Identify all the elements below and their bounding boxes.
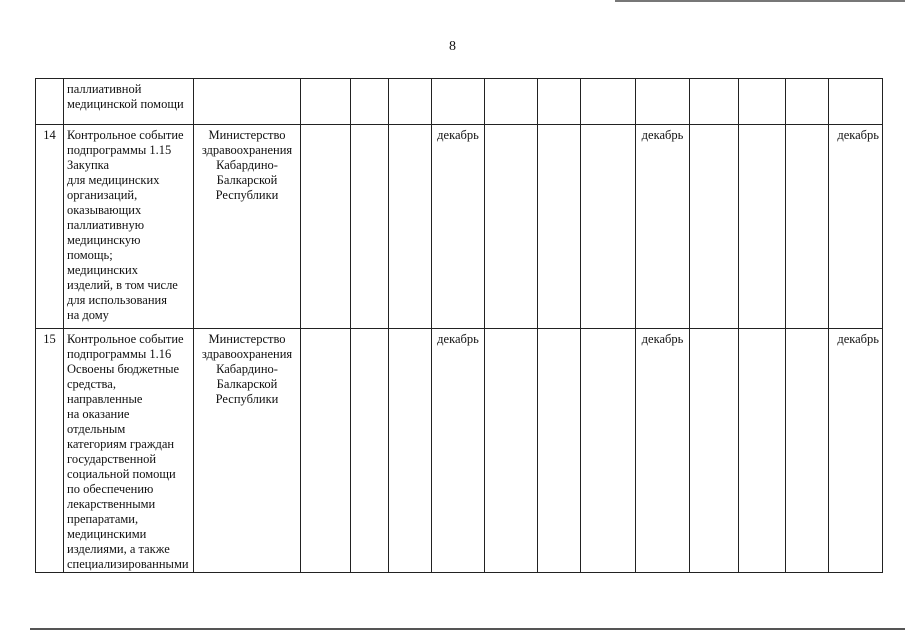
table-row — [36, 79, 883, 125]
event-text-line: лекарственными — [67, 497, 156, 511]
term-cell — [636, 79, 690, 125]
event-text-line: отдельным — [67, 422, 126, 436]
term-cell — [538, 329, 581, 573]
term-cell — [786, 329, 829, 573]
event-text-line: специализированными — [67, 557, 189, 571]
row-number: 14 — [36, 125, 64, 329]
event-text-line: на оказание — [67, 407, 130, 421]
event-text-line: помощь; — [67, 248, 113, 262]
executor-text-line: Республики — [215, 392, 279, 406]
table-row — [36, 329, 883, 573]
term-cell — [829, 79, 883, 125]
term-cell — [351, 125, 389, 329]
event-text-line: Контрольное событие — [67, 332, 184, 346]
event-text-line: медицинскими — [67, 527, 147, 541]
executor-text-line: Министерство — [208, 128, 286, 142]
executor-text-line: здравоохранения — [201, 143, 293, 157]
term-cell — [690, 125, 739, 329]
event-text-line: оказывающих — [67, 203, 142, 217]
term-cell — [389, 125, 432, 329]
event-text-line: медицинскую — [67, 233, 141, 247]
event-text-line: по обеспечению — [67, 482, 154, 496]
event-description — [64, 79, 194, 125]
term-cell — [301, 125, 351, 329]
term-cell — [485, 125, 538, 329]
term-cell — [432, 79, 485, 125]
event-description — [64, 329, 194, 573]
executor — [194, 79, 301, 125]
executor — [194, 329, 301, 573]
event-text-line: подпрограммы 1.16 — [67, 347, 172, 361]
event-text-line: социальной помощи — [67, 467, 176, 481]
event-text-line: Контрольное событие — [67, 128, 184, 142]
event-text-line: паллиативной — [67, 82, 142, 96]
event-text-line: подпрограммы 1.15 — [67, 143, 172, 157]
executor — [194, 125, 301, 329]
executor-text-line: Министерство — [208, 332, 286, 346]
term-cell — [690, 79, 739, 125]
term-cell — [786, 79, 829, 125]
table-row — [36, 125, 883, 329]
executor-text-line: Кабардино- — [216, 362, 278, 376]
term-cell: декабрь — [636, 329, 690, 573]
scan-bottom-edge-line — [30, 628, 905, 630]
term-cell — [485, 329, 538, 573]
event-text-line: средства, — [67, 377, 116, 391]
term-cell — [581, 329, 636, 573]
event-text-line: направленные — [67, 392, 143, 406]
term-cell — [301, 329, 351, 573]
event-text-line: изделий, в том числе — [67, 278, 178, 292]
term-cell — [739, 329, 786, 573]
event-text-line: препаратами, — [67, 512, 139, 526]
executor-text-line: Балкарской — [216, 173, 278, 187]
term-cell — [690, 329, 739, 573]
event-text-line: изделиями, а также — [67, 542, 170, 556]
event-text-line: Закупка — [67, 158, 110, 172]
event-text-line: организаций, — [67, 188, 138, 202]
event-description — [64, 125, 194, 329]
term-cell — [351, 329, 389, 573]
term-cell — [389, 329, 432, 573]
event-text-line: государственной — [67, 452, 157, 466]
term-cell — [301, 79, 351, 125]
row-number — [36, 79, 64, 125]
term-cell — [739, 125, 786, 329]
event-text-line: на дому — [67, 308, 109, 322]
term-cell: декабрь — [829, 329, 883, 573]
event-text-line: медицинской помощи — [67, 97, 184, 111]
executor-text-line: здравоохранения — [201, 347, 293, 361]
term-cell: декабрь — [432, 125, 485, 329]
event-text-line: медицинских — [67, 263, 138, 277]
term-cell — [351, 79, 389, 125]
term-cell — [581, 125, 636, 329]
term-cell — [538, 125, 581, 329]
executor-text-line: Республики — [215, 188, 279, 202]
event-text-line: для использования — [67, 293, 167, 307]
term-cell: декабрь — [636, 125, 690, 329]
term-cell — [389, 79, 432, 125]
scan-top-edge-line — [615, 0, 905, 2]
term-cell — [739, 79, 786, 125]
executor-text-line: Балкарской — [216, 377, 278, 391]
term-cell — [485, 79, 538, 125]
event-text-line: паллиативную — [67, 218, 145, 232]
event-text-line: категориям граждан — [67, 437, 175, 451]
plan-table — [35, 78, 883, 573]
term-cell: декабрь — [829, 125, 883, 329]
row-number: 15 — [36, 329, 64, 573]
term-cell: декабрь — [432, 329, 485, 573]
term-cell — [786, 125, 829, 329]
term-cell — [538, 79, 581, 125]
term-cell — [581, 79, 636, 125]
executor-text-line: Кабардино- — [216, 158, 278, 172]
page-number: 8 — [449, 39, 456, 54]
event-text-line: для медицинских — [67, 173, 160, 187]
event-text-line: Освоены бюджетные — [67, 362, 180, 376]
